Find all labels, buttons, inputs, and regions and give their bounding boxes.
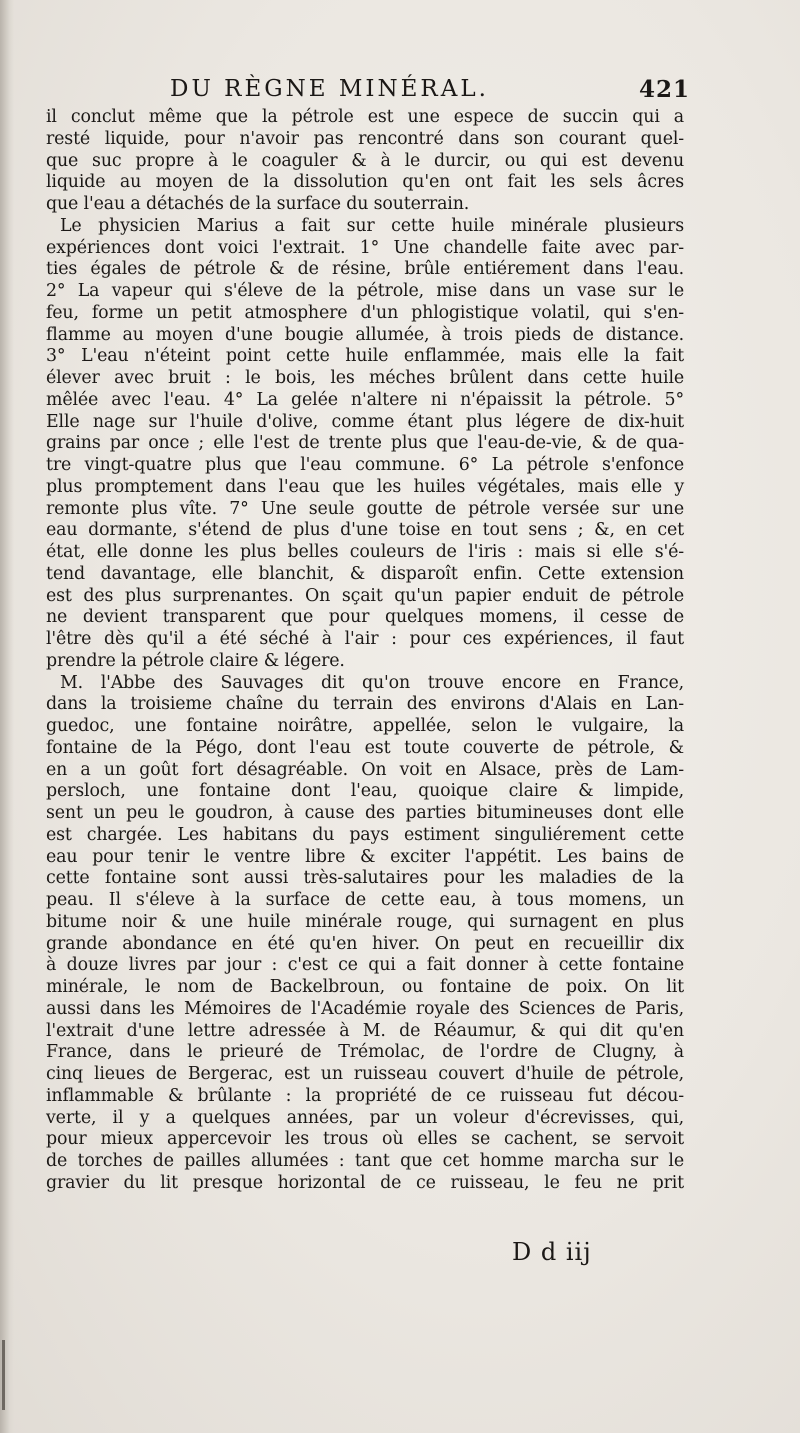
text-line: ties égales de pétrole & de résine, brûle entiérement dans l'eau.: [46, 259, 684, 280]
text-line: est chargée. Les habitans du pays estiment singuliérement cette: [46, 824, 684, 845]
page-number: 421: [638, 76, 690, 103]
text-line: feu, forme un petit atmosphere d'un phlogistique volatil, qui s'en-: [46, 302, 684, 323]
text-line: France, dans le prieuré de Trémolac, de l'ordre de Clugny, à: [46, 1042, 684, 1063]
text-line: M. l'Abbe des Sauvages dit qu'on trouve encore en France,: [60, 672, 684, 693]
text-line: pour mieux appercevoir les trous où elles se cachent, se servoit: [46, 1129, 684, 1150]
text-line: eau pour tenir le ventre libre & exciter l'appétit. Les bains de: [46, 846, 684, 867]
text-line: grande abondance en été qu'en hiver. On peut en recueillir dix: [46, 933, 684, 954]
text-line: Elle nage sur l'huile d'olive, comme étant plus légere de dix-huit: [46, 411, 684, 432]
text-line: persloch, une fontaine dont l'eau, quoique claire & limpide,: [46, 781, 684, 802]
text-line: expériences dont voici l'extrait. 1° Une chandelle faite avec par-: [46, 237, 684, 258]
text-line: peau. Il s'éleve à la surface de cette eau, à tous momens, un: [46, 890, 684, 910]
text-line: l'être dès qu'il a été séché à l'air : pour ces expériences, il faut: [46, 629, 684, 649]
text-line: en a un goût fort désagréable. On voit en Alsace, près de Lam-: [46, 759, 684, 780]
text-line: cette fontaine sont aussi très-salutaires pour les maladies de la: [46, 868, 684, 889]
text-line: tend davantage, elle blanchit, & disparoît enfin. Cette extension: [46, 563, 684, 584]
text-line: que l'eau a détachés de la surface du souterrain.: [46, 194, 470, 214]
text-line: gravier du lit presque horizontal de ce ruisseau, le feu ne prit: [46, 1172, 684, 1193]
text-line: prendre la pétrole claire & légere.: [46, 650, 345, 671]
body-text: [46, 107, 684, 1195]
page-header: [170, 76, 690, 108]
text-line: dans la troisieme chaîne du terrain des environs d'Alais en Lan-: [46, 694, 684, 715]
text-line: resté liquide, pour n'avoir pas rencontré dans son courant quel-: [46, 128, 684, 149]
text-line: 2° La vapeur qui s'éleve de la pétrole, mise dans un vase sur le: [46, 281, 684, 301]
text-line: minérale, le nom de Backelbroun, ou fontaine de poix. On lit: [46, 977, 684, 997]
text-line: est des plus surprenantes. On sçait qu'un papier enduit de pétrole: [46, 585, 684, 606]
text-line: bitume noir & une huile minérale rouge, qui surnagent en plus: [46, 911, 684, 932]
text-line: il conclut même que la pétrole est une espece de succin qui a: [46, 107, 684, 127]
text-line: que suc propre à le coaguler & à le durcir, ou qui est devenu: [46, 150, 684, 171]
page-binding-edge: [0, 0, 14, 1433]
text-line: de torches de pailles allumées : tant que cet homme marcha sur le: [46, 1151, 684, 1171]
text-line: état, elle donne les plus belles couleurs de l'iris : mais si elle s'é-: [46, 542, 684, 562]
text-line: remonte plus vîte. 7° Une seule goutte de pétrole versée sur une: [46, 498, 684, 519]
text-line: élever avec bruit : le bois, les méches brûlent dans cette huile: [46, 368, 684, 388]
text-line: Le physicien Marius a fait sur cette huile minérale plusieurs: [60, 215, 684, 236]
text-line: sent un peu le goudron, à cause des parties bitumineuses dont elle: [46, 803, 684, 823]
text-line: guedoc, une fontaine noirâtre, appellée, selon le vulgaire, la: [46, 716, 684, 736]
text-line: eau dormante, s'étend de plus d'une toise en tout sens ; &, en cet: [46, 520, 684, 541]
text-line: flamme au moyen d'une bougie allumée, à trois pieds de distance.: [46, 324, 684, 345]
text-line: tre vingt-quatre plus que l'eau commune. 6° La pétrole s'enfonce: [46, 455, 684, 475]
page-edge-mark: [2, 1340, 5, 1410]
text-line: fontaine de la Pégo, dont l'eau est toute couverte de pétrole, &: [46, 737, 684, 758]
text-line: liquide au moyen de la dissolution qu'en ont fait les sels âcres: [46, 172, 684, 193]
text-line: inflammable & brûlante : la propriété de ce ruisseau fut décou-: [46, 1085, 684, 1106]
running-title: DU RÈGNE MINÉRAL.: [170, 76, 489, 102]
text-line: à douze livres par jour : c'est ce qui a fait donner à cette fontaine: [46, 955, 684, 976]
text-line: cinq lieues de Bergerac, est un ruisseau couvert d'huile de pétrole,: [46, 1064, 684, 1084]
text-line: grains par once ; elle l'est de trente plus que l'eau-de-vie, & de qua-: [46, 433, 684, 454]
text-line: l'extrait d'une lettre adressée à M. de Réaumur, & qui dit qu'en: [46, 1020, 684, 1041]
text-line: 3° L'eau n'éteint point cette huile enflammée, mais elle la fait: [46, 346, 684, 367]
text-line: verte, il y a quelques années, par un voleur d'écrevisses, qui,: [46, 1107, 684, 1128]
printer-signature-mark: D d iij: [512, 1238, 592, 1266]
text-line: plus promptement dans l'eau que les huiles végétales, mais elle y: [46, 476, 684, 497]
text-line: mêlée avec l'eau. 4° La gelée n'altere ni n'épaissit la pétrole. 5°: [46, 389, 684, 410]
text-line: ne devient transparent que pour quelques momens, il cesse de: [46, 607, 684, 628]
text-line: aussi dans les Mémoires de l'Académie royale des Sciences de Paris,: [46, 998, 684, 1019]
